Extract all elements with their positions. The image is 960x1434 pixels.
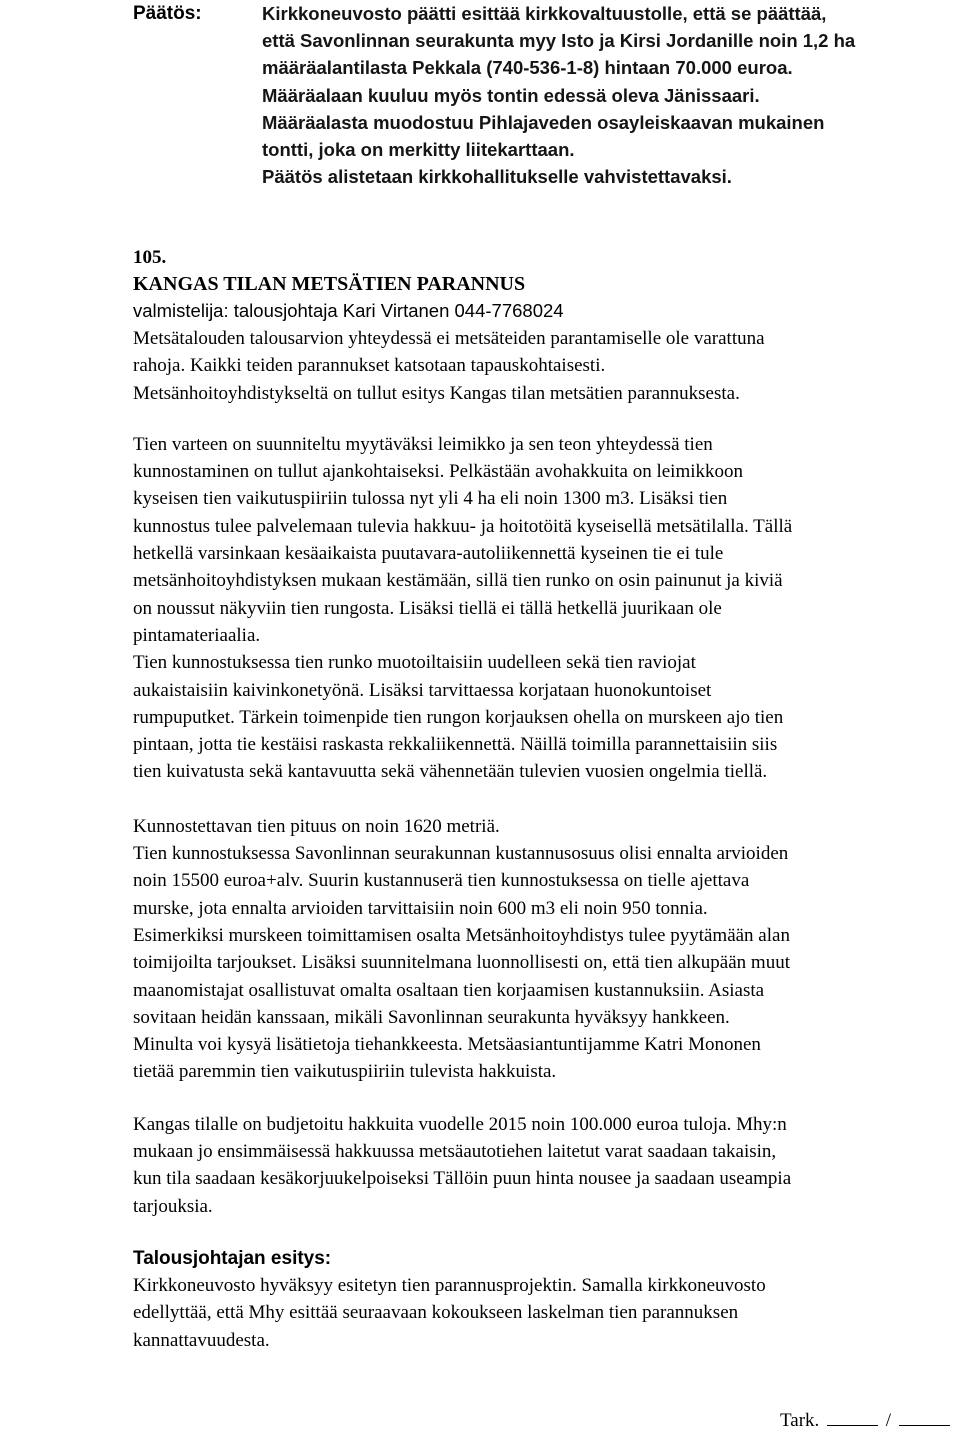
paragraph-line: aukaistaisiin kaivinkonetyönä. Lisäksi tarvittaessa korjataan huonokuntoiset — [133, 679, 712, 701]
footer-label: Tark. — [780, 1410, 820, 1431]
item-number: 105. — [133, 247, 167, 268]
decision-line: Määräalasta muodostuu Pihlajaveden osayleiskaavan mukainen — [262, 111, 825, 133]
paragraph-line: tarjouksia. — [133, 1195, 213, 1217]
check-signature-footer — [780, 1407, 953, 1434]
initials-blank-1 — [827, 1410, 878, 1426]
paragraph-costs — [133, 813, 960, 1086]
paragraph-line: kyseisen tien vaikutuspiiriin tulossa nyt yli 4 ha eli noin 1300 m3. Lisäksi tien — [133, 488, 728, 510]
decision-line: Kirkkoneuvosto päätti esittää kirkkovaltuustolle, että se päättää, — [262, 3, 827, 24]
paragraph-budget — [133, 325, 960, 407]
decision-line: että Savonlinnan seurakunta myy Isto ja Kirsi Jordanille noin 1,2 ha — [262, 30, 856, 52]
paragraph-line: Kunnostettavan tien pituus on noin 1620 metriä. — [133, 815, 500, 837]
paragraph-line: rahoja. Kaikki teiden parannukset katsotaan tapauskohtaisesti. — [133, 355, 606, 377]
paragraph-line: Tien kunnostuksessa tien runko muotoiltaisiin uudelleen sekä tien raviojat — [133, 652, 696, 674]
paragraph-line: Minulta voi kysyä lisätietoja tiehankkeesta. Metsäasiantuntijamme Katri Mononen — [133, 1034, 761, 1056]
paragraph-line: murske, jota ennalta arvioiden tarvittaisiin noin 600 m3 eli noin 950 tonnia. — [133, 897, 708, 919]
paragraph-line: kunnostaminen on tullut ajankohtaiseksi. Pelkästään avohakkuita on leimikkoon — [133, 461, 744, 483]
proposal-line: edellyttää, että Mhy esittää seuraavaan kokoukseen laskelman tien parannuksen — [133, 1302, 739, 1324]
proposal-text — [133, 1272, 960, 1354]
paragraph-line: kun tila saadaan kesäkorjuukelpoiseksi Tällöin puun hinta nousee ja saadaan useampia — [133, 1168, 792, 1190]
paragraph-line: tien kuivatusta sekä kantavuutta sekä vähennetään tulevien vuosien ongelmia tiellä. — [133, 761, 768, 783]
paragraph-line: maanomistajat osallistuvat omalta osaltaan tien korjaamisen kustannuksiin. Asiasta — [133, 979, 765, 1001]
paragraph-line: sovitaan heidän kanssaan, mikäli Savonlinnan seurakunta hyväksyy hankkeen. — [133, 1006, 730, 1028]
paragraph-line: Tien varteen on suunniteltu myytäväksi leimikko ja sen teon yhteydessä tien — [133, 433, 713, 455]
paragraph-line: tietää paremmin tien vaikutuspiiriin tulevista hakkuista. — [133, 1061, 557, 1083]
paragraph-line: Kangas tilalle on budjetoitu hakkuita vuodelle 2015 noin 100.000 euroa tuloja. Mhy:n — [133, 1113, 787, 1135]
paragraph-line: noin 15500 euroa+alv. Suurin kustannuserä tien kunnostuksessa on tielle ajettava — [133, 870, 750, 892]
paragraph-line: Esimerkiksi murskeen toimittamisen osalta Metsänhoitoyhdistys tulee pyytämään alan — [133, 924, 790, 946]
paragraph-line: rumpuputket. Tärkein toimenpide tien rungon korjauksen ohella on murskeen ajo tien — [133, 706, 784, 728]
paragraph-harvest-budget — [133, 1111, 960, 1220]
paragraph-line: Tien kunnostuksessa Savonlinnan seurakunnan kustannusosuus olisi ennalta arvioiden — [133, 843, 789, 865]
decision-text — [262, 0, 960, 190]
paragraph-line: toimijoilta tarjoukset. Lisäksi suunnitelmana luonnollisesti on, että tien alkupään muut — [133, 952, 790, 974]
proposal-line: Kirkkoneuvosto hyväksyy esitetyn tien parannusprojektin. Samalla kirkkoneuvosto — [133, 1274, 766, 1296]
decision-line: Päätös alistetaan kirkkohallitukselle vahvistettavaksi. — [262, 166, 732, 188]
paragraph-line: pintaan, jotta tie kestäisi raskasta rekkaliikennettä. Näillä toimilla parannettaisiin siis — [133, 734, 778, 756]
paragraph-line: pintamateriaalia. — [133, 624, 261, 646]
paragraph-line: hetkellä varsinkaan kesäaikaista puutavara-autoliikennettä kyseinen tie ei tule — [133, 543, 724, 565]
paragraph-line: Metsänhoitoyhdistykseltä on tullut esitys Kangas tilan metsätien parannuksesta. — [133, 382, 740, 404]
item-preparer: valmistelija: talousjohtaja Kari Virtanen 044-7768024 — [133, 300, 564, 321]
proposal-heading: Talousjohtajan esitys: — [133, 1247, 332, 1269]
paragraph-line: kunnostus tulee palvelemaan tulevia hakkuu- ja hoitotöitä kyseisellä metsätilalla. Tällä — [133, 515, 793, 537]
agenda-item-105 — [133, 244, 960, 1354]
decision-line: Määräalaan kuuluu myös tontin edessä oleva Jänissaari. — [262, 84, 760, 106]
decision-line: määräalantilasta Pekkala (740-536-1-8) hintaan 70.000 euroa. — [262, 57, 793, 79]
decision-line: tontti, joka on merkitty liitekarttaan. — [262, 139, 575, 161]
paragraph-line: Metsätalouden talousarvion yhteydessä ei metsäteiden parantamiselle ole varattuna — [133, 328, 765, 349]
decision-label: Päätös: — [133, 3, 202, 24]
initials-blank-2 — [899, 1410, 950, 1426]
paragraph-line: mukaan jo ensimmäisessä hakkuussa metsäautotiehen laitetut varat saadaan takaisin, — [133, 1141, 777, 1163]
proposal-line: kannattavuudesta. — [133, 1329, 270, 1351]
item-title: KANGAS TILAN METSÄTIEN PARANNUS — [133, 273, 526, 295]
footer-separator: / — [885, 1410, 892, 1431]
paragraph-road-condition — [133, 431, 960, 786]
paragraph-line: metsänhoitoyhdistyksen mukaan kestämään, sillä tien runko on osin painunut ja kiviä — [133, 570, 783, 592]
paragraph-line: on noussut näkyviin tien rungosta. Lisäksi tiellä ei tällä hetkellä juurikaan ole — [133, 597, 722, 619]
